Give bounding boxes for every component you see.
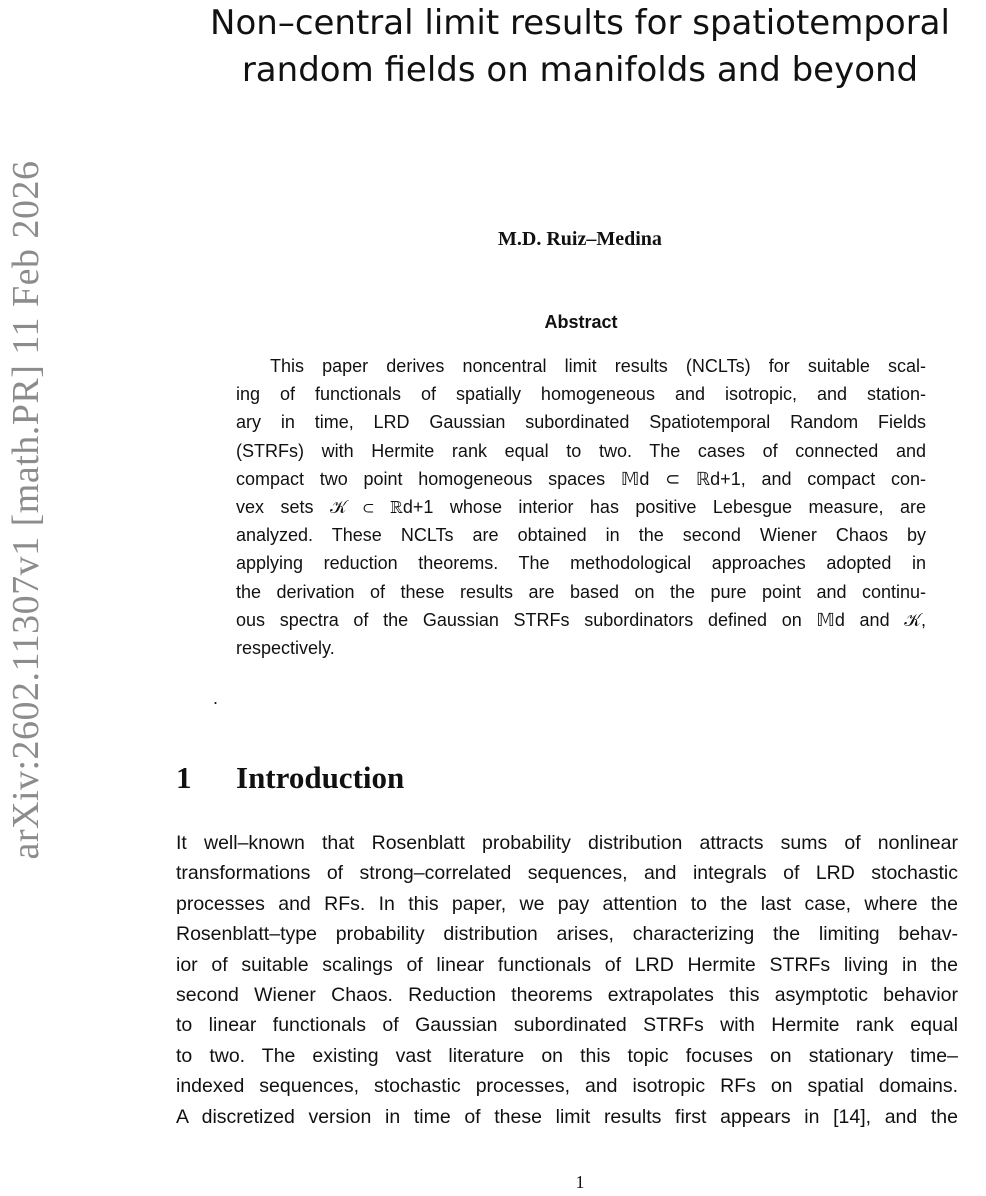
arxiv-identifier-stamp (0, 100, 52, 920)
body-line: Rosenblatt–type probability distribution arises, characterizing the limiting behav- (176, 923, 958, 946)
abstract-line: ous spectra of the Gaussian STRFs subordinators defined on 𝕄d and 𝒦, (236, 609, 926, 630)
title-line-1: Non–central limit results for spatiotemporal (210, 3, 950, 43)
abstract-line: (STRFs) with Hermite rank equal to two. The cases of connected and (236, 440, 926, 461)
arxiv-identifier-text: arXiv:2602.11307v1 [math.PR] 11 Feb 2026 (5, 160, 47, 860)
paper-title (180, 0, 980, 94)
abstract-heading: Abstract (544, 312, 618, 332)
body-line: to two. The existing vast literature on this topic focuses on stationary time– (176, 1044, 958, 1067)
body-line: transformations of strong–correlated sequences, and integrals of LRD stochastic (176, 862, 958, 885)
title-line-2: random fields on manifolds and beyond (241, 50, 919, 90)
section-number: 1 (176, 760, 192, 795)
introduction-body (176, 828, 958, 1132)
body-line: A discretized version in time of these limit results first appears in [14], and the (176, 1105, 958, 1128)
body-line: ior of suitable scalings of linear functionals of LRD Hermite STRFs living in the (176, 953, 958, 976)
abstract-line: compact two point homogeneous spaces 𝕄d ⊂ ℝd+1, and compact con- (236, 468, 926, 489)
body-line: indexed sequences, stochastic processes, and isotropic RFs on spatial domains. (176, 1075, 958, 1098)
body-line: processes and RFs. In this paper, we pay attention to the last case, where the (176, 892, 958, 915)
abstract-line: applying reduction theorems. The methodological approaches adopted in (236, 553, 926, 574)
abstract-line: ing of functionals of spatially homogeneous and isotropic, and station- (236, 384, 926, 405)
body-line: It well–known that Rosenblatt probability distribution attracts sums of nonlinear (176, 832, 958, 854)
author-name: M.D. Ruiz–Medina (498, 228, 662, 250)
body-line: second Wiener Chaos. Reduction theorems extrapolates this asymptotic behavior (176, 983, 958, 1006)
trailing-period: . (213, 688, 219, 708)
abstract-line: ary in time, LRD Gaussian subordinated Spatiotemporal Random Fields (236, 412, 926, 433)
abstract-body (236, 352, 926, 662)
abstract-line: vex sets 𝒦 ⊂ ℝd+1 whose interior has positive Lebesgue measure, are (236, 496, 926, 517)
section-title: Introduction (236, 760, 405, 795)
abstract-line: respectively. (236, 637, 335, 658)
abstract-line: This paper derives noncentral limit results (NCLTs) for suitable scal- (270, 356, 926, 376)
section-heading (176, 760, 404, 796)
abstract-line: the derivation of these results are based on the pure point and continu- (236, 581, 926, 602)
abstract-line: analyzed. These NCLTs are obtained in the second Wiener Chaos by (236, 525, 926, 546)
body-line: to linear functionals of Gaussian subordinated STRFs with Hermite rank equal (176, 1014, 958, 1037)
page-number: 1 (575, 1172, 585, 1192)
